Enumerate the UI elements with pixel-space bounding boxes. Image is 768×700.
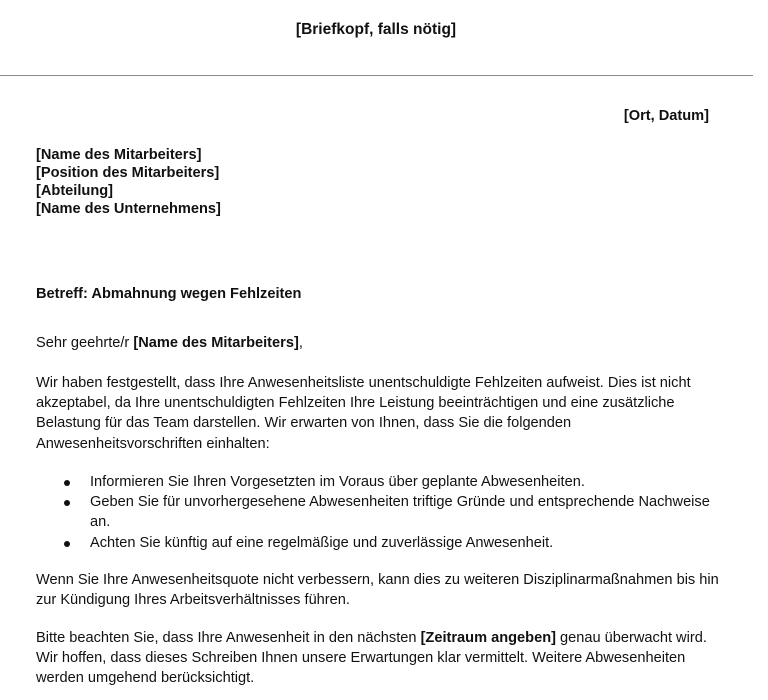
- salutation-name: [Name des Mitarbeiters]: [133, 335, 299, 351]
- salutation-prefix: Sehr geehrte/r: [36, 335, 134, 351]
- list-item-text: Informieren Sie Ihren Vorgesetzten im Voraus über geplante Abwesenheiten.: [90, 474, 585, 490]
- paragraph-monitoring: [36, 628, 726, 689]
- place-date: [Ort, Datum]: [623, 108, 709, 124]
- header-divider: [0, 75, 753, 76]
- list-item-text: Achten Sie künftig auf eine regelmäßige und zuverlässige Anwesenheit.: [90, 534, 554, 551]
- list-item: [36, 533, 726, 553]
- subject-line: Betreff: Abmahnung wegen Fehlzeiten: [36, 286, 302, 302]
- salutation: [36, 335, 303, 351]
- list-item-text: Geben Sie für unvorhergesehene Abwesenheiten triftige Gründe und entsprechende Nachweise an.: [90, 494, 710, 531]
- timeframe-placeholder: [Zeitraum angeben]: [420, 630, 556, 646]
- address-line-department: [Abteilung]: [36, 183, 114, 199]
- address-line-name: [Name des Mitarbeiters]: [36, 147, 202, 163]
- paragraph-intro: Wir haben festgestellt, dass Ihre Anwesenheitsliste unentschuldigte Fehlzeiten aufweist. Dies ist nicht akzeptabel, da Ihre unentschuldigten Fehlzeiten Ihre Leistung beeinträchtigen und eine zusätzliche Belastung für das Team darstellen. Wir erwarten von Ihnen, dass Sie die folgenden Anwesenheitsvorschriften einhalten:: [36, 375, 691, 452]
- list-item: [36, 472, 726, 492]
- address-line-company: [Name des Unternehmens]: [36, 201, 221, 217]
- paragraph-text: genau überwacht wird. Wir hoffen, dass dieses Schreiben Ihnen unsere Erwartungen klar vermittelt. Weitere Abwesenheiten werden umgehend berücksichtigt.: [36, 630, 707, 687]
- address-line-position: [Position des Mitarbeiters]: [36, 165, 220, 181]
- bullet-icon: [64, 500, 70, 506]
- bullet-icon: [64, 541, 70, 547]
- attendance-rules-list: [36, 472, 726, 553]
- salutation-suffix: ,: [298, 335, 303, 351]
- paragraph-text: Bitte beachten Sie, dass Ihre Anwesenheit in den nächsten: [36, 630, 421, 646]
- recipient-address: [36, 146, 221, 218]
- letterhead: [Briefkopf, falls nötig]: [295, 21, 457, 38]
- paragraph-consequences: Wenn Sie Ihre Anwesenheitsquote nicht verbessern, kann dies zu weiteren Disziplinarmaßnahmen bis hin zur Kündigung Ihres Arbeitsverhältnisses führen.: [36, 572, 719, 609]
- bullet-icon: [64, 480, 70, 486]
- list-item: [36, 492, 726, 532]
